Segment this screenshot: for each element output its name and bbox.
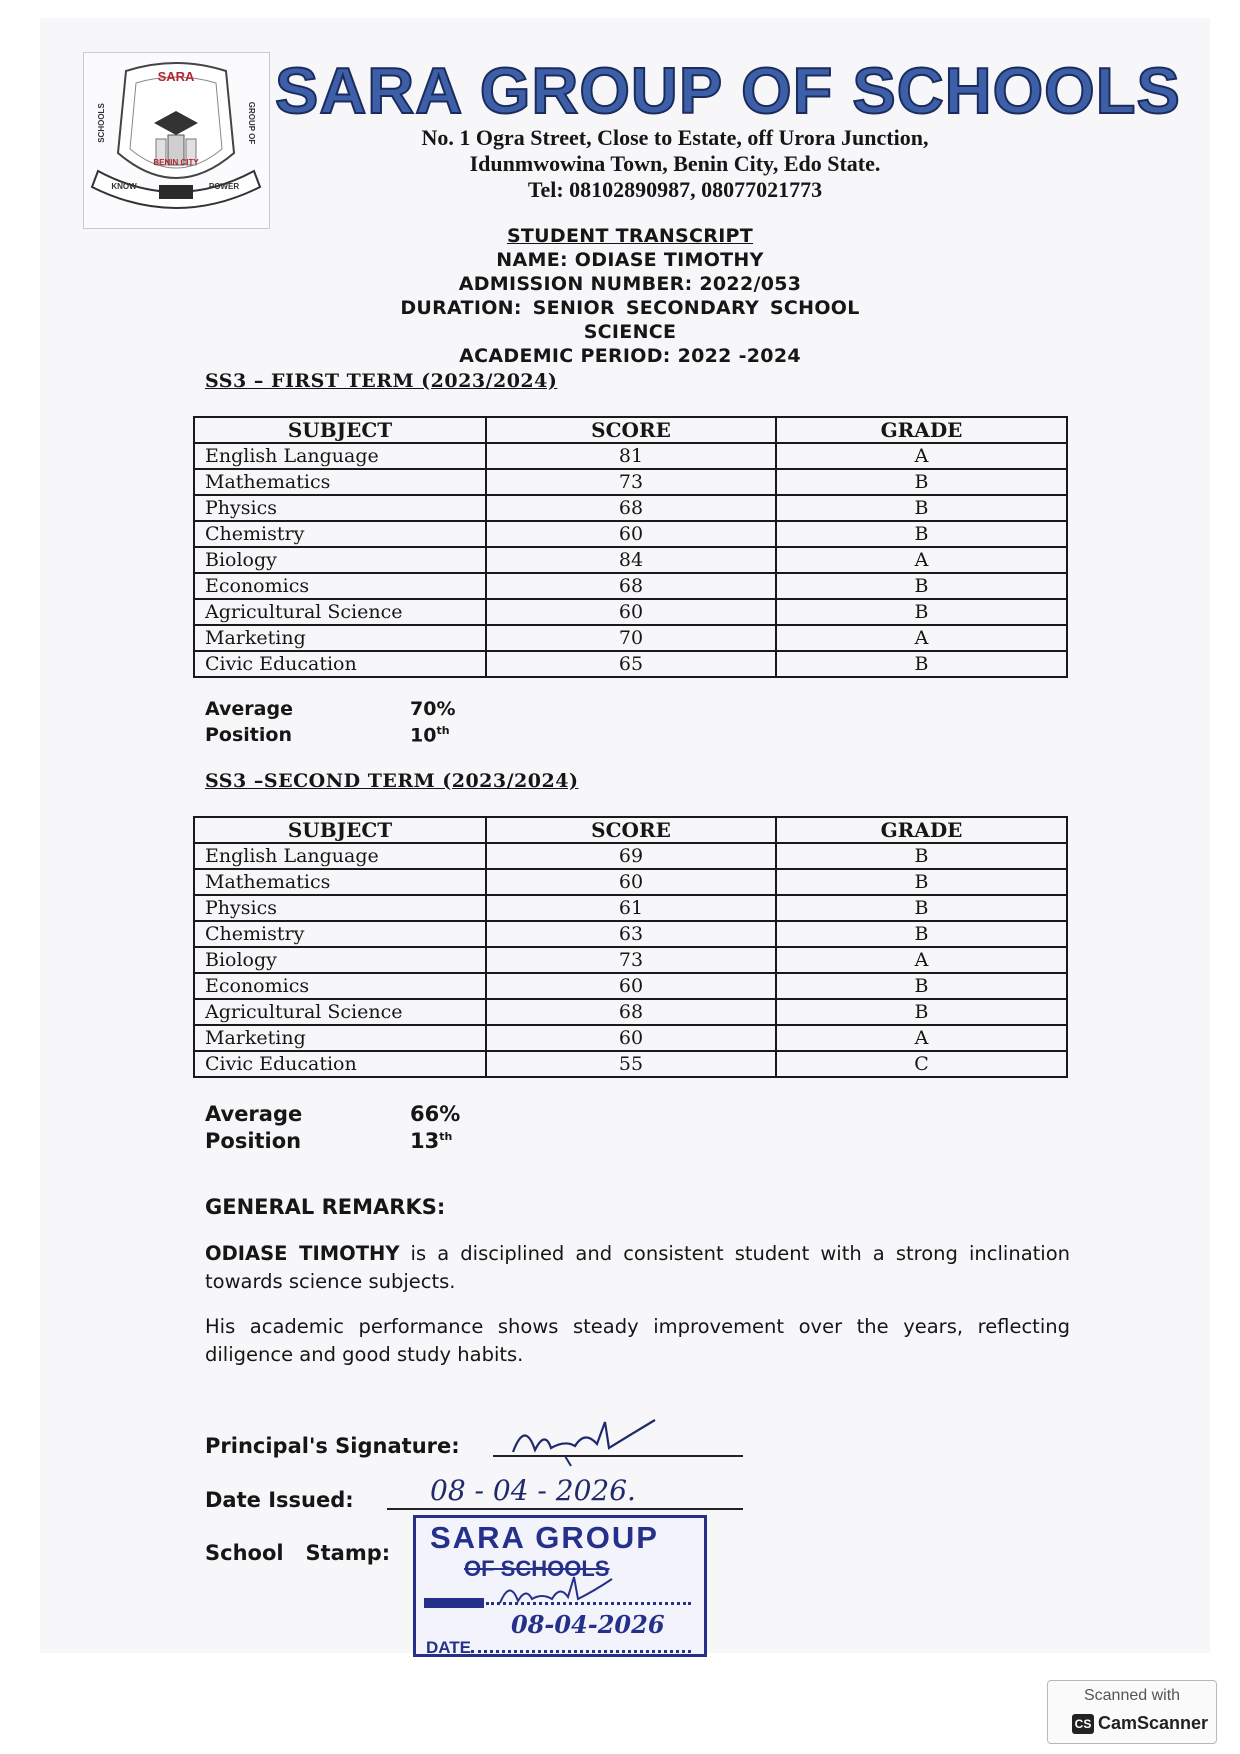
school-name: SARA GROUP OF SCHOOLS <box>275 54 1181 127</box>
average-value: 66% <box>410 1102 461 1126</box>
logo-motto-right: POWER <box>208 182 240 191</box>
score-header: SCORE <box>486 817 776 843</box>
subject-cell: Biology <box>194 947 486 973</box>
school-logo <box>83 52 270 229</box>
grade-cell: B <box>776 651 1067 677</box>
table-header-row <box>194 417 1067 443</box>
grade-cell: B <box>776 869 1067 895</box>
score-cell: 73 <box>486 947 776 973</box>
logo-city-text: BENIN CITY <box>153 158 199 167</box>
date-issued-value: 08 - 04 - 2026. <box>430 1474 636 1507</box>
date-issued-label: Date Issued: <box>205 1488 354 1512</box>
logo-top-text: SARA <box>157 69 195 84</box>
transcript-title: STUDENT TRANSCRIPT <box>506 225 754 247</box>
position-value: 13th <box>410 1129 453 1153</box>
score-cell: 63 <box>486 921 776 947</box>
grade-header: GRADE <box>776 817 1067 843</box>
subject-cell: Mathematics <box>194 869 486 895</box>
subject-cell: Chemistry <box>194 521 486 547</box>
grade-cell: A <box>776 1025 1067 1051</box>
phone-line: Tel: 08102890987, 08077021773 <box>527 177 823 202</box>
grade-cell: B <box>776 973 1067 999</box>
score-cell: 81 <box>486 443 776 469</box>
grade-cell: A <box>776 443 1067 469</box>
table-row <box>194 1051 1067 1077</box>
remarks-p1-text: is a disciplined and consistent student with a strong inclination towards science subjects. <box>205 1242 1070 1293</box>
grade-cell: B <box>776 999 1067 1025</box>
grade-cell: A <box>776 547 1067 573</box>
stamp-date-label: DATE <box>426 1638 472 1657</box>
score-cell: 60 <box>486 521 776 547</box>
camscanner-icon: CS <box>1072 1714 1094 1734</box>
subject-cell: Agricultural Science <box>194 999 486 1025</box>
grade-cell: A <box>776 625 1067 651</box>
grade-cell: B <box>776 921 1067 947</box>
stamp-date-value: 08-04-2026 <box>511 1610 665 1639</box>
remarks-heading: GENERAL REMARKS: <box>205 1195 446 1219</box>
average-label: Average <box>205 698 293 720</box>
table-row <box>194 547 1067 573</box>
term-1-title: SS3 – FIRST TERM (2023/2024) <box>205 370 558 392</box>
subject-header: SUBJECT <box>194 817 486 843</box>
score-cell: 55 <box>486 1051 776 1077</box>
table-row <box>194 869 1067 895</box>
remarks-paragraph-1 <box>205 1240 1070 1296</box>
admission-number: ADMISSION NUMBER: 2022/053 <box>458 273 802 295</box>
term-2-table <box>193 816 1068 1078</box>
score-cell: 60 <box>486 1025 776 1051</box>
table-row <box>194 521 1067 547</box>
score-cell: 61 <box>486 895 776 921</box>
table-row <box>194 1025 1067 1051</box>
address-line-2: Idunmwowina Town, Benin City, Edo State. <box>469 151 881 176</box>
subject-cell: English Language <box>194 443 486 469</box>
principal-signature-icon <box>505 1410 665 1470</box>
term-1-rows <box>194 443 1067 677</box>
table-row <box>194 651 1067 677</box>
score-cell: 60 <box>486 869 776 895</box>
term-1-table <box>193 416 1068 678</box>
score-cell: 68 <box>486 999 776 1025</box>
grade-cell: B <box>776 469 1067 495</box>
subject-cell: Biology <box>194 547 486 573</box>
subject-cell: Economics <box>194 573 486 599</box>
average-value: 70% <box>410 698 456 720</box>
camscanner-badge <box>1047 1680 1217 1744</box>
grade-cell: C <box>776 1051 1067 1077</box>
student-name: NAME: ODIASE TIMOTHY <box>496 249 764 271</box>
crest-icon <box>84 53 269 228</box>
camscanner-text: CamScanner <box>1098 1713 1209 1733</box>
address-line-1: No. 1 Ogra Street, Close to Estate, off Urora Junction, <box>421 125 929 150</box>
table-row <box>194 947 1067 973</box>
position-label: Position <box>205 1129 302 1153</box>
grade-cell: A <box>776 947 1067 973</box>
remarks-student-name: ODIASE TIMOTHY <box>205 1242 400 1265</box>
position-value: 10th <box>410 724 450 747</box>
table-header-row <box>194 817 1067 843</box>
score-cell: 60 <box>486 973 776 999</box>
subject-cell: Marketing <box>194 1025 486 1051</box>
principal-signature-label: Principal's Signature: <box>205 1434 460 1458</box>
score-cell: 69 <box>486 843 776 869</box>
duration: DURATION: SENIOR SECONDARY SCHOOL <box>400 297 860 319</box>
subject-cell: Chemistry <box>194 921 486 947</box>
subject-cell: Physics <box>194 495 486 521</box>
grade-header: GRADE <box>776 417 1067 443</box>
table-row <box>194 573 1067 599</box>
table-row <box>194 469 1067 495</box>
grade-cell: B <box>776 895 1067 921</box>
stamp-line-1: SARA GROUP <box>430 1520 659 1555</box>
stamp-redaction-bar <box>424 1598 484 1608</box>
subject-cell: Civic Education <box>194 651 486 677</box>
remarks-paragraph-2: His academic performance shows steady improvement over the years, reflecting diligence and good study habits. <box>205 1315 1070 1366</box>
stamp-date-dots <box>471 1650 691 1653</box>
subject-cell: Agricultural Science <box>194 599 486 625</box>
score-cell: 73 <box>486 469 776 495</box>
score-cell: 84 <box>486 547 776 573</box>
subject-cell: Economics <box>194 973 486 999</box>
grade-cell: B <box>776 573 1067 599</box>
table-row <box>194 999 1067 1025</box>
table-row <box>194 843 1067 869</box>
academic-period: ACADEMIC PERIOD: 2022 -2024 <box>459 345 801 367</box>
score-header: SCORE <box>486 417 776 443</box>
school-stamp-label: School Stamp: <box>205 1541 391 1565</box>
scanned-with-text: Scanned with <box>1083 1687 1181 1704</box>
table-row <box>194 599 1067 625</box>
grade-cell: B <box>776 843 1067 869</box>
logo-motto-left: KNOW <box>111 182 137 191</box>
average-label: Average <box>205 1102 303 1126</box>
grade-cell: B <box>776 599 1067 625</box>
grade-cell: B <box>776 521 1067 547</box>
stream: SCIENCE <box>583 321 677 343</box>
logo-left-text: SCHOOLS <box>97 103 106 143</box>
grade-cell: B <box>776 495 1067 521</box>
table-row <box>194 625 1067 651</box>
subject-cell: Civic Education <box>194 1051 486 1077</box>
subject-cell: Marketing <box>194 625 486 651</box>
stamp-line-2: OF SCHOOLS <box>464 1556 610 1581</box>
logo-right-text: GROUP OF <box>247 101 256 145</box>
score-cell: 70 <box>486 625 776 651</box>
score-cell: 68 <box>486 573 776 599</box>
school-stamp <box>413 1515 707 1657</box>
date-line <box>387 1508 743 1510</box>
term-2-rows <box>194 843 1067 1077</box>
subject-header: SUBJECT <box>194 417 486 443</box>
position-label: Position <box>205 724 292 746</box>
subject-cell: English Language <box>194 843 486 869</box>
score-cell: 60 <box>486 599 776 625</box>
table-row <box>194 921 1067 947</box>
subject-cell: Mathematics <box>194 469 486 495</box>
score-cell: 68 <box>486 495 776 521</box>
table-row <box>194 973 1067 999</box>
table-row <box>194 495 1067 521</box>
score-cell: 65 <box>486 651 776 677</box>
subject-cell: Physics <box>194 895 486 921</box>
table-row <box>194 895 1067 921</box>
table-row <box>194 443 1067 469</box>
term-2-title: SS3 –SECOND TERM (2023/2024) <box>205 770 579 792</box>
